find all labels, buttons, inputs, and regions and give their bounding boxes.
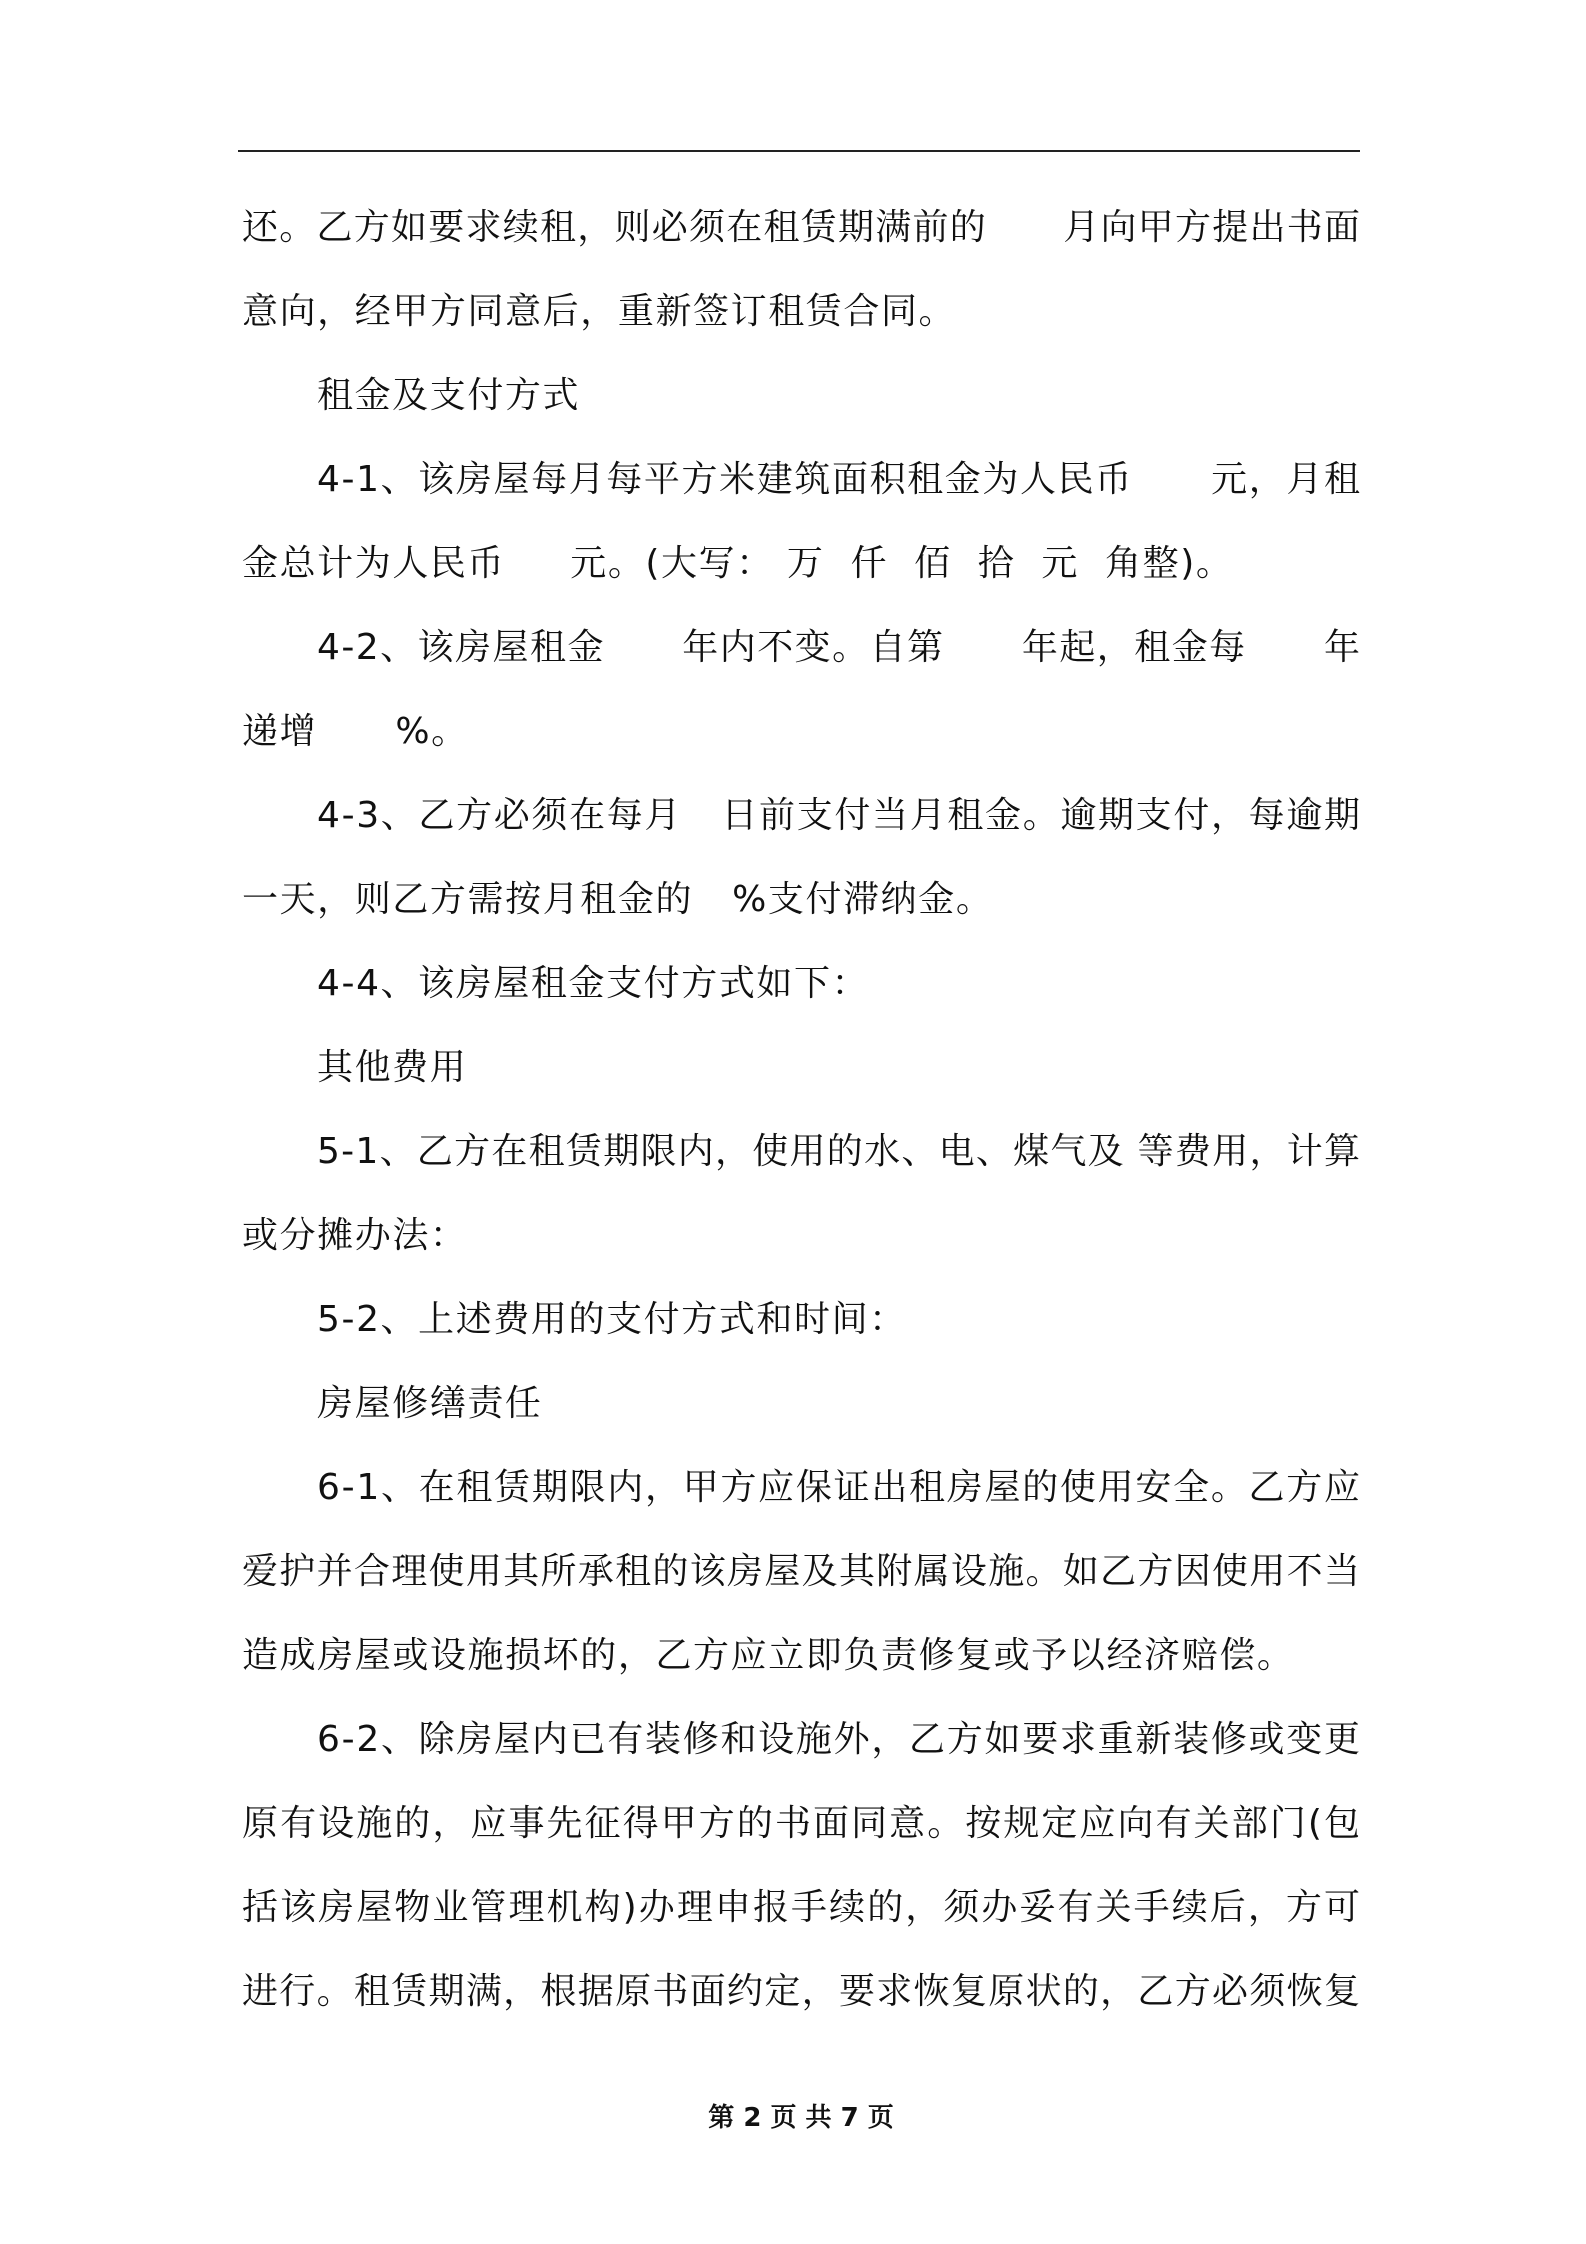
text-line: 6-1、在租赁期限内，甲方应保证出租房屋的使用安全。乙方应	[317, 1467, 1362, 1508]
text-line: 5-1、乙方在租赁期限内，使用的水、电、煤气及 等费用，计算	[317, 1131, 1362, 1172]
text-line: 括该房屋物业管理机构)办理申报手续的，须办妥有关手续后，方可	[242, 1887, 1363, 1928]
continuation-paragraph	[242, 186, 1360, 354]
clause-6-1	[242, 1446, 1360, 1698]
text-line: 或分摊办法：	[242, 1215, 468, 1256]
text-line: 原有设施的，应事先征得甲方的书面同意。按规定应向有关部门(包	[242, 1803, 1363, 1844]
section-heading-text: 其他费用	[317, 1047, 468, 1088]
clause-6-2	[242, 1698, 1363, 2034]
text-line: 5-2、上述费用的支付方式和时间：	[317, 1299, 907, 1340]
section-heading-text: 房屋修缮责任	[317, 1383, 543, 1424]
section-heading-repair-responsibility	[242, 1362, 1360, 1446]
text-line: 还。乙方如要求续租，则必须在租赁期满前的 月向甲方提出书面	[242, 207, 1362, 248]
text-line: 4-3、乙方必须在每月 日前支付当月租金。逾期支付，每逾期	[317, 795, 1362, 836]
text-line: 意向，经甲方同意后，重新签订租赁合同。	[242, 291, 957, 332]
section-heading-text: 租金及支付方式	[317, 375, 581, 416]
clause-4-3	[242, 774, 1360, 942]
clause-5-1	[242, 1110, 1360, 1278]
clause-4-2	[242, 606, 1360, 774]
page-footer	[600, 2100, 1002, 2136]
document-body	[242, 186, 1363, 2034]
section-heading-rent-payment	[242, 354, 1360, 438]
text-line: 递增 %。	[242, 711, 469, 752]
text-line: 6-2、除房屋内已有装修和设施外，乙方如要求重新装修或变更	[317, 1719, 1362, 1760]
text-line: 4-4、该房屋租金支付方式如下：	[317, 963, 870, 1004]
text-line: 一天，则乙方需按月租金的 %支付滞纳金。	[242, 879, 994, 920]
text-line: 金总计为人民币 元。(大写： 万 仟 佰 拾 元 角整)。	[242, 543, 1234, 584]
header-rule	[238, 150, 1360, 152]
clause-4-4	[242, 942, 1360, 1026]
page-number-current: 2	[743, 2103, 762, 2133]
text-line: 造成房屋或设施损坏的，乙方应立即负责修复或予以经济赔偿。	[242, 1635, 1295, 1676]
text-line: 爱护并合理使用其所承租的该房屋及其附属设施。如乙方因使用不当	[242, 1551, 1362, 1592]
section-heading-other-fees	[242, 1026, 1360, 1110]
text-line: 4-2、该房屋租金 年内不变。自第 年起，租金每 年	[317, 627, 1362, 668]
page-suffix: 页	[867, 2103, 894, 2133]
text-line: 4-1、该房屋每月每平方米建筑面积租金为人民币 元，月租	[317, 459, 1362, 500]
page-prefix: 第	[708, 2103, 735, 2133]
clause-5-2	[242, 1278, 1360, 1362]
page-separator: 页 共	[770, 2103, 832, 2133]
page-number-total: 7	[840, 2103, 859, 2133]
clause-4-1	[242, 438, 1360, 606]
text-line: 进行。租赁期满，根据原书面约定，要求恢复原状的，乙方必须恢复	[242, 1971, 1362, 2012]
